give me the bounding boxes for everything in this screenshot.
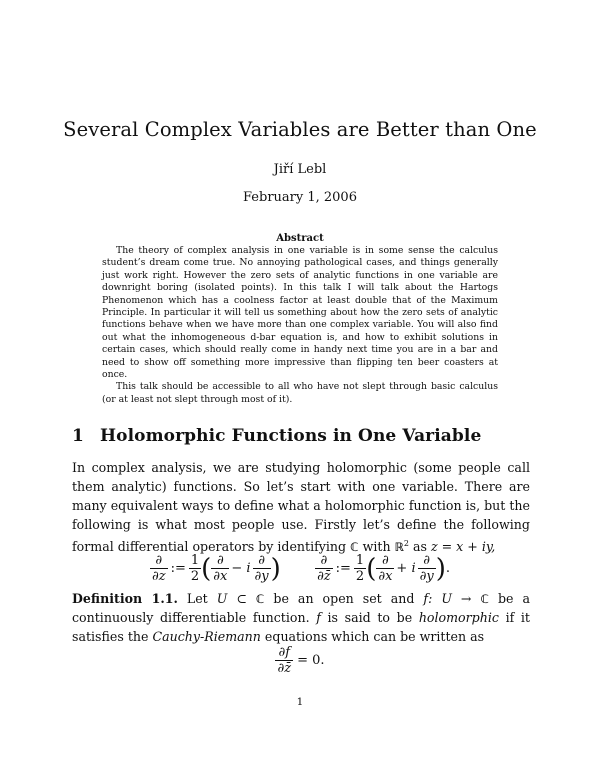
fraction: $\frac{\partial}{\partial y}$: [254, 553, 269, 584]
fraction: $\frac{\partial}{\partial y}$: [419, 553, 434, 584]
equation-operators: [150, 553, 470, 593]
author-name: Jiří Lebl: [273, 162, 327, 177]
fraction: $\frac{1}{2}$: [190, 553, 200, 584]
real-plane-symbol: ℝ: [394, 539, 404, 554]
abstract-heading: Abstract: [276, 233, 324, 244]
page-number: 1: [296, 696, 304, 708]
section-title: Holomorphic Functions in One Variable: [100, 426, 482, 446]
dz-operator-definition: $\frac{\partial}{\partial z}$ := $\frac{1}{2}$ ( $\frac{\partial}{\partial x}$ − i $\frac{\partial}{\partial y}$ ): [152, 553, 281, 584]
abstract-paragraph: The theory of complex analysis in one variable is in some sense the calculus student’s dream come true. No annoying pathological cases, and things generally just work right. However the zero sets of analytic functions in one variable are downright boring (isolated points). In this talk I will talk about the Hartogs Phenomenon which has a coolness factor at least double that of the Maximum Principle. In particular it will tell us something about how the zero sets of analytic functions behave when we have more than one complex variable. You will also find out what the inhomogeneous d-bar equation is, and how to exhibit solutions in certain cases, which should really come in handy next time you are in a bar and need to show off something more impressive than flipping ten beer coasters at once.: [102, 245, 498, 381]
fraction: $\frac{\partial}{\partial z̄}$: [317, 553, 331, 584]
cauchy-riemann-equation: $\frac{\partial f}{\partial z̄}$ = 0.: [277, 645, 325, 676]
exponent: 2: [403, 538, 409, 548]
body-text-run: In complex analysis, we are studying holomorphic (some people call them analytic) functions. So let’s start with one variable. There are many equivalent ways to define what a holomorphic function is, but the following is what most people use. Firstly let’s define the following formal differential operators by identifying: [72, 460, 530, 554]
complex-plane-symbol: ℂ: [350, 539, 359, 554]
fraction: $\frac{\partial}{\partial z}$: [152, 553, 166, 584]
fraction: $\frac{\partial f}{\partial z̄}$: [277, 645, 292, 676]
definition-text: Definition 1.1. Let U ⊂ ℂ be an open set and f: U → ℂ be a continuously differentiable function. f is said to be holomorphic if it satisfies the Cauchy-Riemann equations which can be written as: [72, 591, 531, 644]
complex-variable-def: z = x + iy,: [430, 538, 496, 554]
section-heading: [72, 426, 532, 446]
definition-block: [72, 590, 530, 647]
abstract-paragraph: This talk should be accessible to all who have not slept through basic calculus (or at least not slept through most of it).: [102, 381, 498, 405]
holomorphic-term: holomorphic: [418, 609, 499, 625]
publication-date: February 1, 2006: [243, 190, 357, 205]
dzbar-operator-definition: $\frac{\partial}{\partial z̄}$ := $\frac{1}{2}$ ( $\frac{\partial}{\partial x}$ + i $\frac{\partial}{\partial y}$ ) .: [317, 553, 450, 584]
fraction: $\frac{1}{2}$: [355, 553, 365, 584]
abstract: [102, 245, 498, 406]
body-paragraph-text: [72, 459, 530, 557]
definition-label: Definition 1.1.: [72, 591, 178, 606]
body-text-run: as: [408, 538, 431, 554]
body-text-run: with: [358, 538, 395, 554]
paper-title: Several Complex Variables are Better than One: [63, 118, 537, 141]
cauchy-riemann-term: Cauchy-Riemann: [152, 628, 261, 644]
fraction: $\frac{\partial}{\partial x}$: [378, 553, 393, 584]
section-number: 1: [72, 426, 84, 446]
body-paragraph: [72, 459, 530, 557]
fraction: $\frac{\partial}{\partial x}$: [213, 553, 228, 584]
